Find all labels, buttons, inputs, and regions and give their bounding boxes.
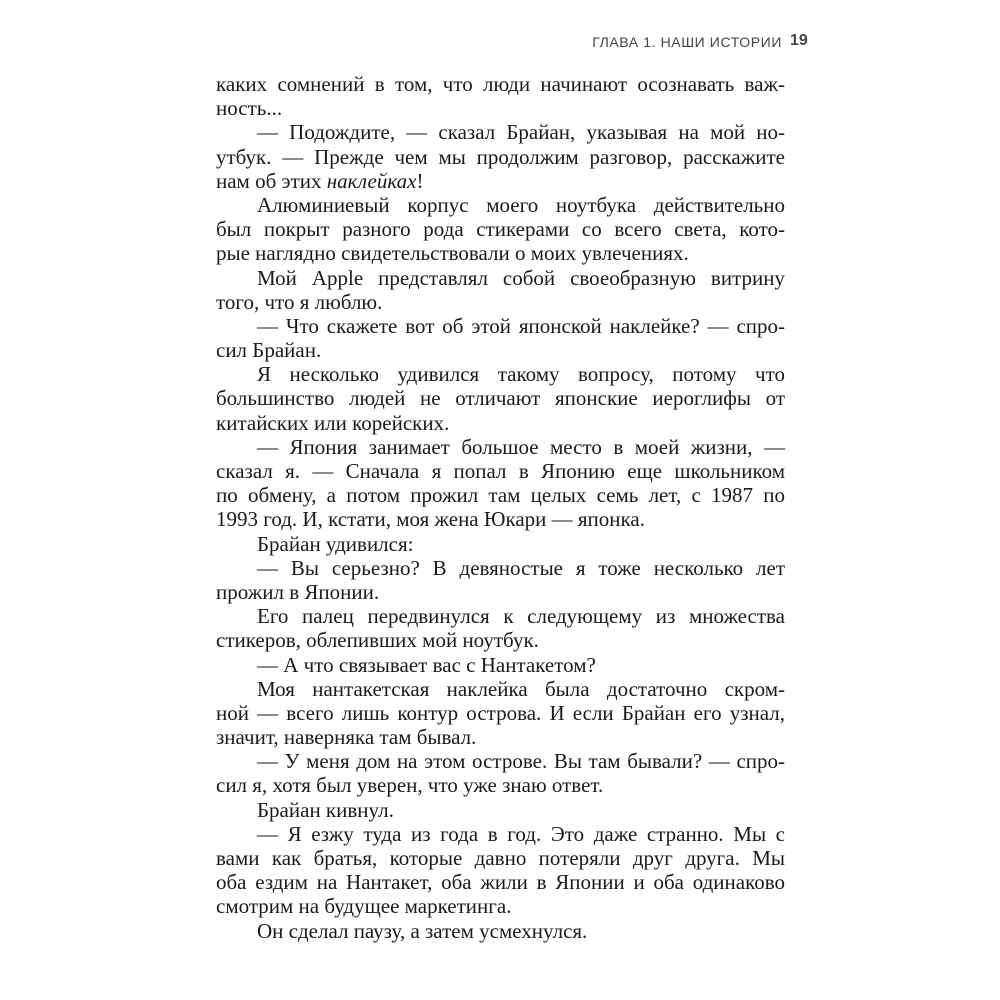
emphasized-word: наклейках <box>326 168 417 193</box>
text-line: был покрыт разного рода стикерами со всего света, кото- <box>216 217 785 242</box>
text-line: сказал я. — Сначала я попал в Японию еще школьником <box>216 459 785 483</box>
text-line: значит, наверняка там бывал. <box>216 725 477 750</box>
body-text <box>216 72 785 943</box>
text-line: — У меня дом на этом острове. Вы там бывали? — спро- <box>257 749 785 774</box>
text-line: вами как братья, которые давно потеряли друг друга. Мы <box>216 846 785 870</box>
text-line: смотрим на будущее маркетинга. <box>216 894 512 919</box>
text-line: Брайан кивнул. <box>257 797 394 822</box>
text-line: Моя нантакетская наклейка была достаточно скром- <box>257 676 785 701</box>
text-line: того, что я люблю. <box>216 289 383 314</box>
text-line: утбук. — Прежде чем мы продолжим разговор, расскажите <box>216 144 785 169</box>
text-line: китайских или корейских. <box>216 410 450 435</box>
text-fragment: ! <box>416 168 424 193</box>
text-line: — Я езжу туда из года в год. Это даже странно. Мы с <box>257 821 785 846</box>
text-line <box>216 169 785 193</box>
text-line: оба ездим на Нантакет, оба жили в Японии и оба одинаково <box>216 870 785 895</box>
text-line: сил я, хотя был уверен, что уже знаю ответ. <box>216 773 604 798</box>
text-line: 1993 год. И, кстати, моя жена Юкари — японка. <box>216 507 645 532</box>
text-line: каких сомнений в том, что люди начинают осознавать важ- <box>216 72 785 96</box>
text-line: сил Брайан. <box>216 338 322 363</box>
text-line: Алюминиевый корпус моего ноутбука действительно <box>257 192 785 217</box>
text-line: — Япония занимает большое место в моей жизни, — <box>257 434 785 459</box>
text-line: — А что связывает вас с Нантакетом? <box>257 652 596 677</box>
text-line: прожил в Японии. <box>216 579 380 604</box>
text-line: Брайан удивился: <box>257 531 414 556</box>
text-line: Его палец передвинулся к следующему из множества <box>257 604 785 629</box>
text-line: ность... <box>216 96 283 121</box>
text-line: — Что скажете вот об этой японской наклейке? — спро- <box>257 313 785 338</box>
text-line: Мой Apple представлял собой своеобразную витрину <box>257 265 785 290</box>
running-head-chapter: ГЛАВА 1. НАШИ ИСТОРИИ <box>592 34 782 50</box>
text-line: — Подождите, — сказал Брайан, указывая на мой но- <box>257 120 785 145</box>
text-line: Он сделал паузу, а затем усмехнулся. <box>257 918 588 943</box>
text-line: стикеров, облепивших мой ноутбук. <box>216 628 539 653</box>
page-number: 19 <box>790 32 808 49</box>
text-line: ной — всего лишь контур острова. И если Брайан его узнал, <box>216 700 785 725</box>
text-line: Я несколько удивился такому вопросу, потому что <box>257 362 785 387</box>
text-line: — Вы серьезно? В девяностые я тоже несколько лет <box>257 555 785 580</box>
text-line: по обмену, а потом прожил там целых семь лет, с 1987 по <box>216 483 785 508</box>
text-line: большинство людей не отличают японские иероглифы от <box>216 386 785 411</box>
text-fragment: нам об этих <box>216 168 327 193</box>
text-line: рые наглядно свидетельствовали о моих увлечениях. <box>216 241 689 266</box>
